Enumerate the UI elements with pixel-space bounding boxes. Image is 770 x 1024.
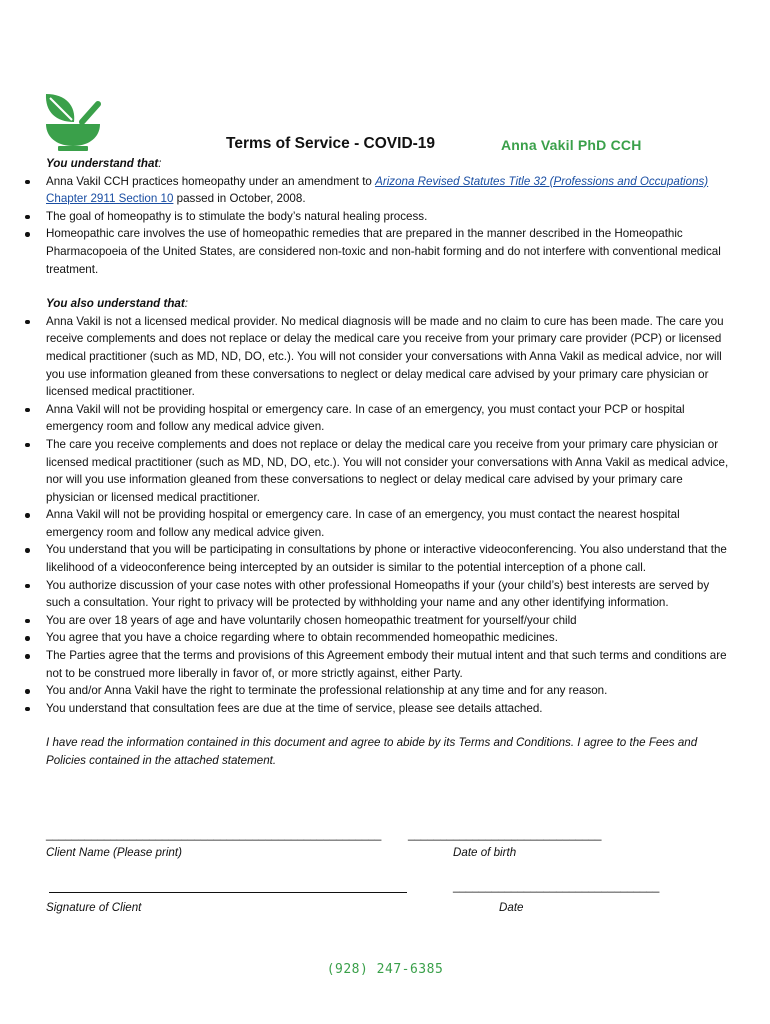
list-item: Anna Vakil is not a licensed medical provider. No medical diagnosis will be made and no claim to cure has been made. The care you receive complements and does not replace or delay the medical care you receive from your primary care provider (PCP) or licensed medical practitioner (such as MD, ND, DO, etc.). You will not consider your conversations with Anna Vakil as medical advice, nor will you use information gleaned from these conversations to neglect or delay medical care advised by your primary care physician or licensed medical practitioner. bbox=[22, 313, 730, 401]
signature-label: Signature of Client bbox=[46, 901, 142, 914]
list-item: The goal of homeopathy is to stimulate the body’s natural healing process. bbox=[22, 208, 730, 226]
terms-content bbox=[22, 155, 730, 770]
date-of-birth-line[interactable]: ______________________________ bbox=[408, 828, 602, 841]
list-item: The care you receive complements and does not replace or delay the medical care you receive from your primary care physician or licensed medical practitioner (such as MD, ND, DO, etc.). You will not consider your conversations with Anna Vakil as medical advice, nor will you use information gleaned from these conversations to neglect or delay medical care advised by your primary care physician or licensed medical practitioner. bbox=[22, 436, 730, 506]
date-line[interactable]: ________________________________ bbox=[453, 880, 660, 893]
list-item: You and/or Anna Vakil have the right to terminate the professional relationship at any time and for any reason. bbox=[22, 682, 730, 700]
section1-heading-text: You understand that bbox=[46, 157, 159, 170]
list-item: You authorize discussion of your case notes with other professional Homeopaths if your (your child’s) best interests are served by such a consultation. Your right to privacy will be protected by withholding your name and any other identifying information. bbox=[22, 577, 730, 612]
author-name: Anna Vakil PhD CCH bbox=[501, 137, 642, 153]
signature-line[interactable] bbox=[49, 892, 407, 893]
list-item: You understand that you will be participating in consultations by phone or interactive videoconferencing. You also understand that the likelihood of a videoconference being intercepted by an outsider is similar to the potential interception of a phone call. bbox=[22, 541, 730, 576]
list-item bbox=[22, 173, 730, 208]
date-label: Date bbox=[499, 901, 524, 914]
list-item: You are over 18 years of age and have voluntarily chosen homeopathic treatment for yourself/your child bbox=[22, 612, 730, 630]
item-text: passed in October, 2008. bbox=[173, 192, 306, 206]
phone-number: (928) 247-6385 bbox=[326, 962, 444, 977]
list-item: Anna Vakil will not be providing hospital or emergency care. In case of an emergency, you must contact the nearest hospital emergency room and follow any medical advice given. bbox=[22, 506, 730, 541]
statute-link[interactable]: Arizona Revised Statutes Title 32 (Professions and Occupations) bbox=[375, 174, 709, 188]
list-item: You agree that you have a choice regarding where to obtain recommended homeopathic medicines. bbox=[22, 629, 730, 647]
list-item: The Parties agree that the terms and provisions of this Agreement embody their mutual intent and that such terms and conditions are not to be construed more liberally in favor of, or more strictly against, either Party. bbox=[22, 647, 730, 682]
document-title: Terms of Service - COVID-19 bbox=[226, 135, 436, 152]
section2-heading-text: You also understand that bbox=[46, 297, 185, 311]
mortar-pestle-leaf-logo bbox=[42, 92, 104, 152]
section1-heading bbox=[46, 155, 730, 173]
list-item: Homeopathic care involves the use of homeopathic remedies that are prepared in the manner described in the Homeopathic Pharmacopoeia of the United States, are considered non-toxic and non-habit forming and do not interfere with conventional medical treatment. bbox=[22, 225, 730, 278]
section2-list bbox=[22, 313, 730, 718]
list-item: You understand that consultation fees are due at the time of service, please see details attached. bbox=[22, 700, 730, 718]
section1-list bbox=[22, 173, 730, 279]
item-text: Anna Vakil CCH practices homeopathy under an amendment to bbox=[46, 174, 376, 188]
section2-heading bbox=[46, 295, 730, 313]
date-of-birth-label: Date of birth bbox=[453, 846, 517, 859]
client-name-line[interactable]: ____________________________________________________ bbox=[46, 828, 382, 841]
client-name-label: Client Name (Please print) bbox=[46, 846, 182, 859]
section2-heading-punct: : bbox=[184, 297, 188, 311]
section1-heading-punct: : bbox=[158, 157, 162, 170]
chapter-link[interactable]: Chapter 2911 Section 10 bbox=[46, 192, 174, 206]
agreement-statement: I have read the information contained in this document and agree to abide by its Terms and Conditions. I agree to the Fees and Policies contained in the attached statement. bbox=[46, 736, 698, 767]
list-item: Anna Vakil will not be providing hospital or emergency care. In case of an emergency, you must contact your PCP or hospital emergency room and follow any medical advice given. bbox=[22, 401, 730, 436]
